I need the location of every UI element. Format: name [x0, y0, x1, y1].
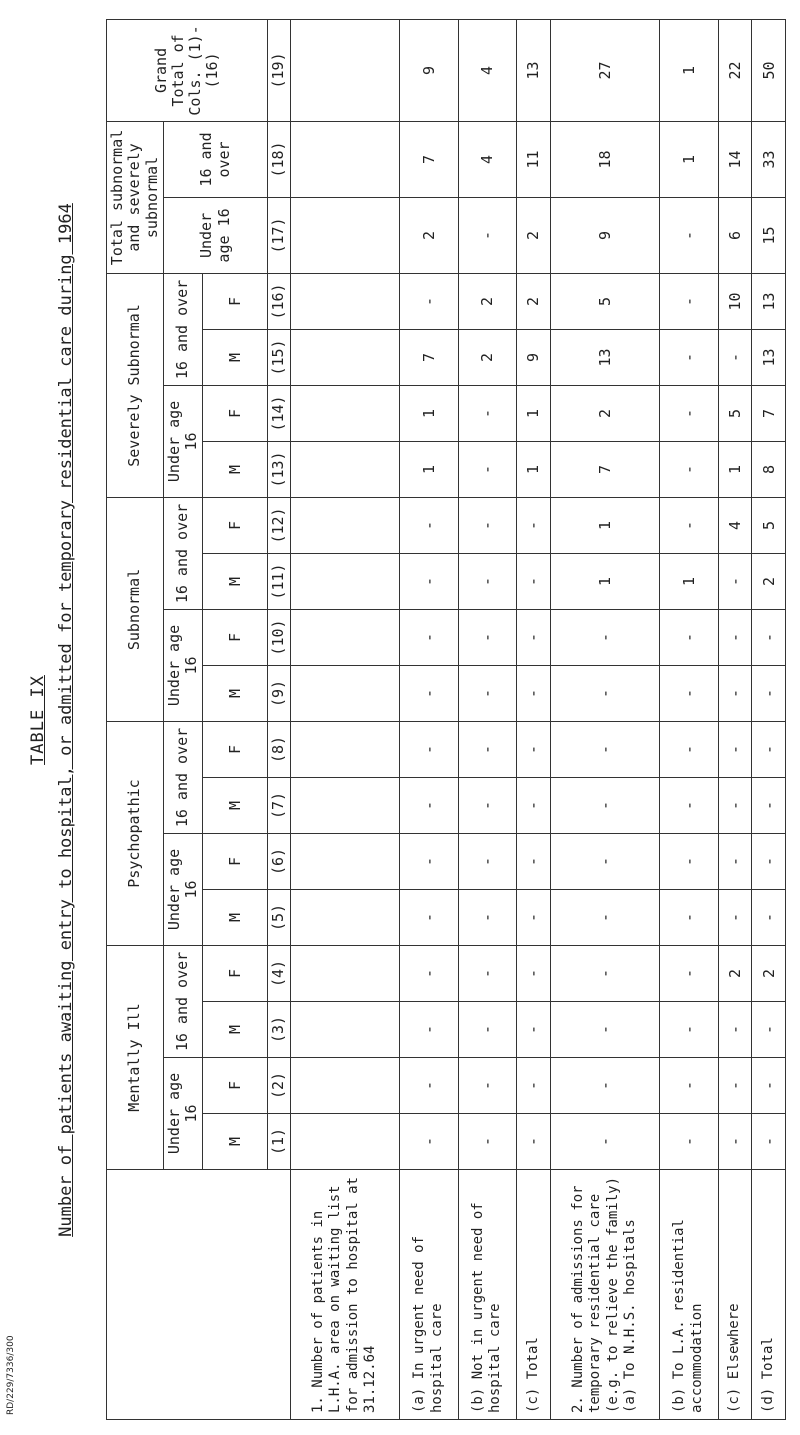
table-cell: - [517, 890, 551, 946]
table-cell: - [400, 554, 458, 610]
row-label: (a) In urgent need of hospital care [400, 1170, 458, 1420]
age-header-under16: Under age 16 [163, 1058, 203, 1170]
table-cell: - [660, 610, 718, 666]
table-cell [290, 778, 400, 834]
sex-header-m: M [203, 1002, 268, 1058]
table-cell: 2 [458, 329, 516, 385]
table-cell [290, 666, 400, 722]
table-cell: - [550, 1114, 660, 1170]
table-cell: 1 [718, 441, 752, 497]
age-header-under16: Under age 16 [163, 385, 203, 497]
data-table [106, 19, 786, 1420]
table-cell: 7 [550, 441, 660, 497]
column-number: (17) [268, 197, 290, 273]
table-cell: - [517, 1114, 551, 1170]
table-cell: 33 [752, 121, 786, 197]
table-cell: - [718, 1002, 752, 1058]
table-cell: - [660, 1002, 718, 1058]
age-header-over16: 16 and over [163, 946, 203, 1058]
row-label: (c) Total [517, 1170, 551, 1420]
table-cell: 1 [660, 554, 718, 610]
table-cell: - [458, 946, 516, 1002]
table-cell [290, 1002, 400, 1058]
column-number: (19) [268, 19, 290, 121]
table-cell: - [517, 1002, 551, 1058]
table-cell: - [718, 778, 752, 834]
table-cell: - [517, 834, 551, 890]
table-cell [290, 121, 400, 197]
table-cell [290, 441, 400, 497]
table-cell: - [458, 197, 516, 273]
table-cell: - [752, 890, 786, 946]
table-cell [290, 497, 400, 553]
age-header-under16: Under age 16 [163, 610, 203, 722]
table-cell: - [517, 554, 551, 610]
column-number: (3) [268, 1002, 290, 1058]
table-cell: - [718, 1058, 752, 1114]
table-cell: - [550, 610, 660, 666]
table-cell: 2 [718, 946, 752, 1002]
table-cell: 2 [400, 197, 458, 273]
table-row [400, 19, 458, 1419]
row-label: (d) Total [752, 1170, 786, 1420]
group-psychopathic: Psychopathic [107, 722, 164, 946]
table-cell [290, 834, 400, 890]
table-cell: - [400, 610, 458, 666]
table-cell: - [752, 778, 786, 834]
table-cell: - [458, 778, 516, 834]
table-cell: - [718, 554, 752, 610]
table-cell: 11 [517, 121, 551, 197]
sex-header-m: M [203, 890, 268, 946]
sex-header-m: M [203, 329, 268, 385]
table-cell: - [517, 778, 551, 834]
group-subnormal: Subnormal [107, 497, 164, 721]
table-cell: - [550, 1058, 660, 1114]
table-cell: 7 [400, 329, 458, 385]
table-cell: - [517, 666, 551, 722]
table-cell: 1 [400, 441, 458, 497]
table-cell: - [400, 834, 458, 890]
column-number: (5) [268, 890, 290, 946]
row-label: 1. Number of patients in L.H.A. area on waiting list for admission to hospital at 31.12.64 [290, 1170, 400, 1420]
table-cell: - [718, 890, 752, 946]
table-cell: - [550, 722, 660, 778]
table-cell: - [458, 890, 516, 946]
table-cell [290, 19, 400, 121]
table-cell: - [752, 610, 786, 666]
table-cell: - [458, 610, 516, 666]
sex-header-m: M [203, 1114, 268, 1170]
table-cell [290, 890, 400, 946]
table-cell: 2 [752, 554, 786, 610]
table-cell [290, 1114, 400, 1170]
table-cell: 14 [718, 121, 752, 197]
table-cell: 22 [718, 19, 752, 121]
age-header-over16: 16 and over [163, 273, 203, 385]
table-cell: - [718, 1114, 752, 1170]
table-cell: 1 [550, 497, 660, 553]
column-number: (13) [268, 441, 290, 497]
column-number: (10) [268, 610, 290, 666]
table-cell: - [752, 1058, 786, 1114]
table-cell: 27 [550, 19, 660, 121]
table-cell: - [458, 666, 516, 722]
table-cell: 50 [752, 19, 786, 121]
sex-header-f: F [203, 834, 268, 890]
table-label: TABLE IX [28, 675, 48, 765]
table-cell: - [752, 722, 786, 778]
table-cell: - [550, 946, 660, 1002]
table-cell: - [660, 497, 718, 553]
print-stamp: RD/229/7336/300 [6, 1335, 16, 1415]
table-cell: - [718, 329, 752, 385]
table-cell [290, 722, 400, 778]
table-cell: 1 [400, 385, 458, 441]
table-cell: 9 [517, 329, 551, 385]
table-cell: 1 [517, 441, 551, 497]
table-cell: - [517, 1058, 551, 1114]
sex-header-f: F [203, 946, 268, 1002]
table-row [550, 19, 660, 1419]
table-cell [290, 329, 400, 385]
total-age-header-under16: Under age 16 [163, 197, 268, 273]
table-row [517, 19, 551, 1419]
table-cell: - [458, 554, 516, 610]
table-cell: - [400, 946, 458, 1002]
table-cell: 5 [550, 273, 660, 329]
table-cell: - [660, 1058, 718, 1114]
table-cell: 13 [517, 19, 551, 121]
column-number: (2) [268, 1058, 290, 1114]
table-cell: 6 [718, 197, 752, 273]
table-cell: - [400, 778, 458, 834]
table-cell: - [550, 834, 660, 890]
table-cell [290, 554, 400, 610]
table-cell: - [517, 497, 551, 553]
sex-header-m: M [203, 778, 268, 834]
table-cell: 4 [718, 497, 752, 553]
table-cell: - [718, 834, 752, 890]
table-cell: - [458, 441, 516, 497]
table-cell: - [400, 273, 458, 329]
table-row [458, 19, 516, 1419]
table-cell: 5 [752, 497, 786, 553]
group-mentally-ill: Mentally Ill [107, 946, 164, 1170]
table-cell: - [718, 666, 752, 722]
table-cell: 2 [752, 946, 786, 1002]
table-cell: - [458, 385, 516, 441]
table-cell: - [752, 1002, 786, 1058]
table-cell: 9 [400, 19, 458, 121]
table-cell: 2 [550, 385, 660, 441]
sex-header-m: M [203, 554, 268, 610]
table-cell: - [660, 273, 718, 329]
age-header-over16: 16 and over [163, 497, 203, 609]
table-cell: 15 [752, 197, 786, 273]
column-number: (18) [268, 121, 290, 197]
table-row [718, 19, 752, 1419]
column-number: (12) [268, 497, 290, 553]
table-row [660, 19, 718, 1419]
rotated-page [20, 20, 780, 1420]
table-cell: - [400, 722, 458, 778]
column-number: (15) [268, 329, 290, 385]
table-cell: - [550, 778, 660, 834]
table-cell: 7 [752, 385, 786, 441]
table-cell: - [400, 497, 458, 553]
group-grand-total: Grand Total of Cols. (1)-(16) [107, 19, 268, 121]
table-cell: - [660, 890, 718, 946]
age-header-under16: Under age 16 [163, 834, 203, 946]
row-label: 2. Number of admissions for temporary residential care (e.g. to relieve the family) (a) To N.H.S. hospitals [550, 1170, 660, 1420]
corner-cell [107, 1170, 291, 1420]
table-cell: - [400, 890, 458, 946]
table-cell: 13 [752, 329, 786, 385]
sex-header-f: F [203, 722, 268, 778]
table-cell: - [458, 497, 516, 553]
total-age-header-over16: 16 and over [163, 121, 268, 197]
table-cell: 18 [550, 121, 660, 197]
table-title [28, 40, 76, 1400]
age-header-over16: 16 and over [163, 722, 203, 834]
table-cell: 8 [752, 441, 786, 497]
column-number: (8) [268, 722, 290, 778]
table-cell: - [517, 610, 551, 666]
table-cell [290, 1058, 400, 1114]
table-cell [290, 385, 400, 441]
table-cell: 4 [458, 19, 516, 121]
table-cell: - [752, 666, 786, 722]
table-cell: - [660, 666, 718, 722]
column-number: (4) [268, 946, 290, 1002]
table-cell: - [660, 778, 718, 834]
table-cell: - [400, 666, 458, 722]
table-cell: - [458, 1114, 516, 1170]
table-cell: 2 [517, 273, 551, 329]
table-cell: 2 [517, 197, 551, 273]
table-cell: 1 [550, 554, 660, 610]
column-number: (6) [268, 834, 290, 890]
table-cell: 7 [400, 121, 458, 197]
column-number: (14) [268, 385, 290, 441]
table-cell: 13 [752, 273, 786, 329]
table-cell: 9 [550, 197, 660, 273]
table-row [290, 19, 400, 1419]
table-cell: - [400, 1058, 458, 1114]
sex-header-f: F [203, 497, 268, 553]
table-cell: - [517, 946, 551, 1002]
table-cell: - [660, 834, 718, 890]
row-label: (c) Elsewhere [718, 1170, 752, 1420]
table-cell: - [458, 1058, 516, 1114]
table-caption: Number of patients awaiting entry to hospital, or admitted for temporary residential care during 1964 [56, 203, 76, 1237]
table-cell: - [660, 1114, 718, 1170]
column-number: (7) [268, 778, 290, 834]
column-number: (16) [268, 273, 290, 329]
table-cell: - [718, 610, 752, 666]
table-cell: - [550, 666, 660, 722]
table-cell: 10 [718, 273, 752, 329]
sex-header-m: M [203, 666, 268, 722]
table-row [752, 19, 786, 1419]
sex-header-f: F [203, 273, 268, 329]
row-label: (b) To L.A. residential accommodation [660, 1170, 718, 1420]
table-cell: - [660, 197, 718, 273]
table-cell: - [718, 722, 752, 778]
table-cell: - [517, 722, 551, 778]
table-cell: - [752, 1114, 786, 1170]
column-number: (11) [268, 554, 290, 610]
table-cell: - [458, 834, 516, 890]
table-cell: - [458, 1002, 516, 1058]
sex-header-f: F [203, 610, 268, 666]
table-cell: - [400, 1114, 458, 1170]
table-cell: 4 [458, 121, 516, 197]
table-cell: - [458, 722, 516, 778]
group-total-subnormal: Total subnormal and severely subnormal [107, 121, 164, 273]
column-number: (1) [268, 1114, 290, 1170]
sex-header-f: F [203, 1058, 268, 1114]
table-cell: - [400, 1002, 458, 1058]
table-cell [290, 273, 400, 329]
table-cell: - [660, 441, 718, 497]
row-label: (b) Not in urgent need of hospital care [458, 1170, 516, 1420]
group-severely-subnormal: Severely Subnormal [107, 273, 164, 497]
table-cell: - [550, 890, 660, 946]
table-cell: - [660, 385, 718, 441]
table-cell: - [660, 722, 718, 778]
table-cell: 5 [718, 385, 752, 441]
table-cell: 13 [550, 329, 660, 385]
column-number: (9) [268, 666, 290, 722]
table-cell: - [660, 946, 718, 1002]
table-cell: 1 [660, 19, 718, 121]
sex-header-f: F [203, 385, 268, 441]
table-cell: 1 [660, 121, 718, 197]
table-cell: - [752, 834, 786, 890]
table-cell [290, 610, 400, 666]
table-cell [290, 197, 400, 273]
sex-header-m: M [203, 441, 268, 497]
table-cell: 1 [517, 385, 551, 441]
table-cell [290, 946, 400, 1002]
table-cell: - [550, 1002, 660, 1058]
table-cell: - [660, 329, 718, 385]
table-body [290, 19, 786, 1419]
table-cell: 2 [458, 273, 516, 329]
